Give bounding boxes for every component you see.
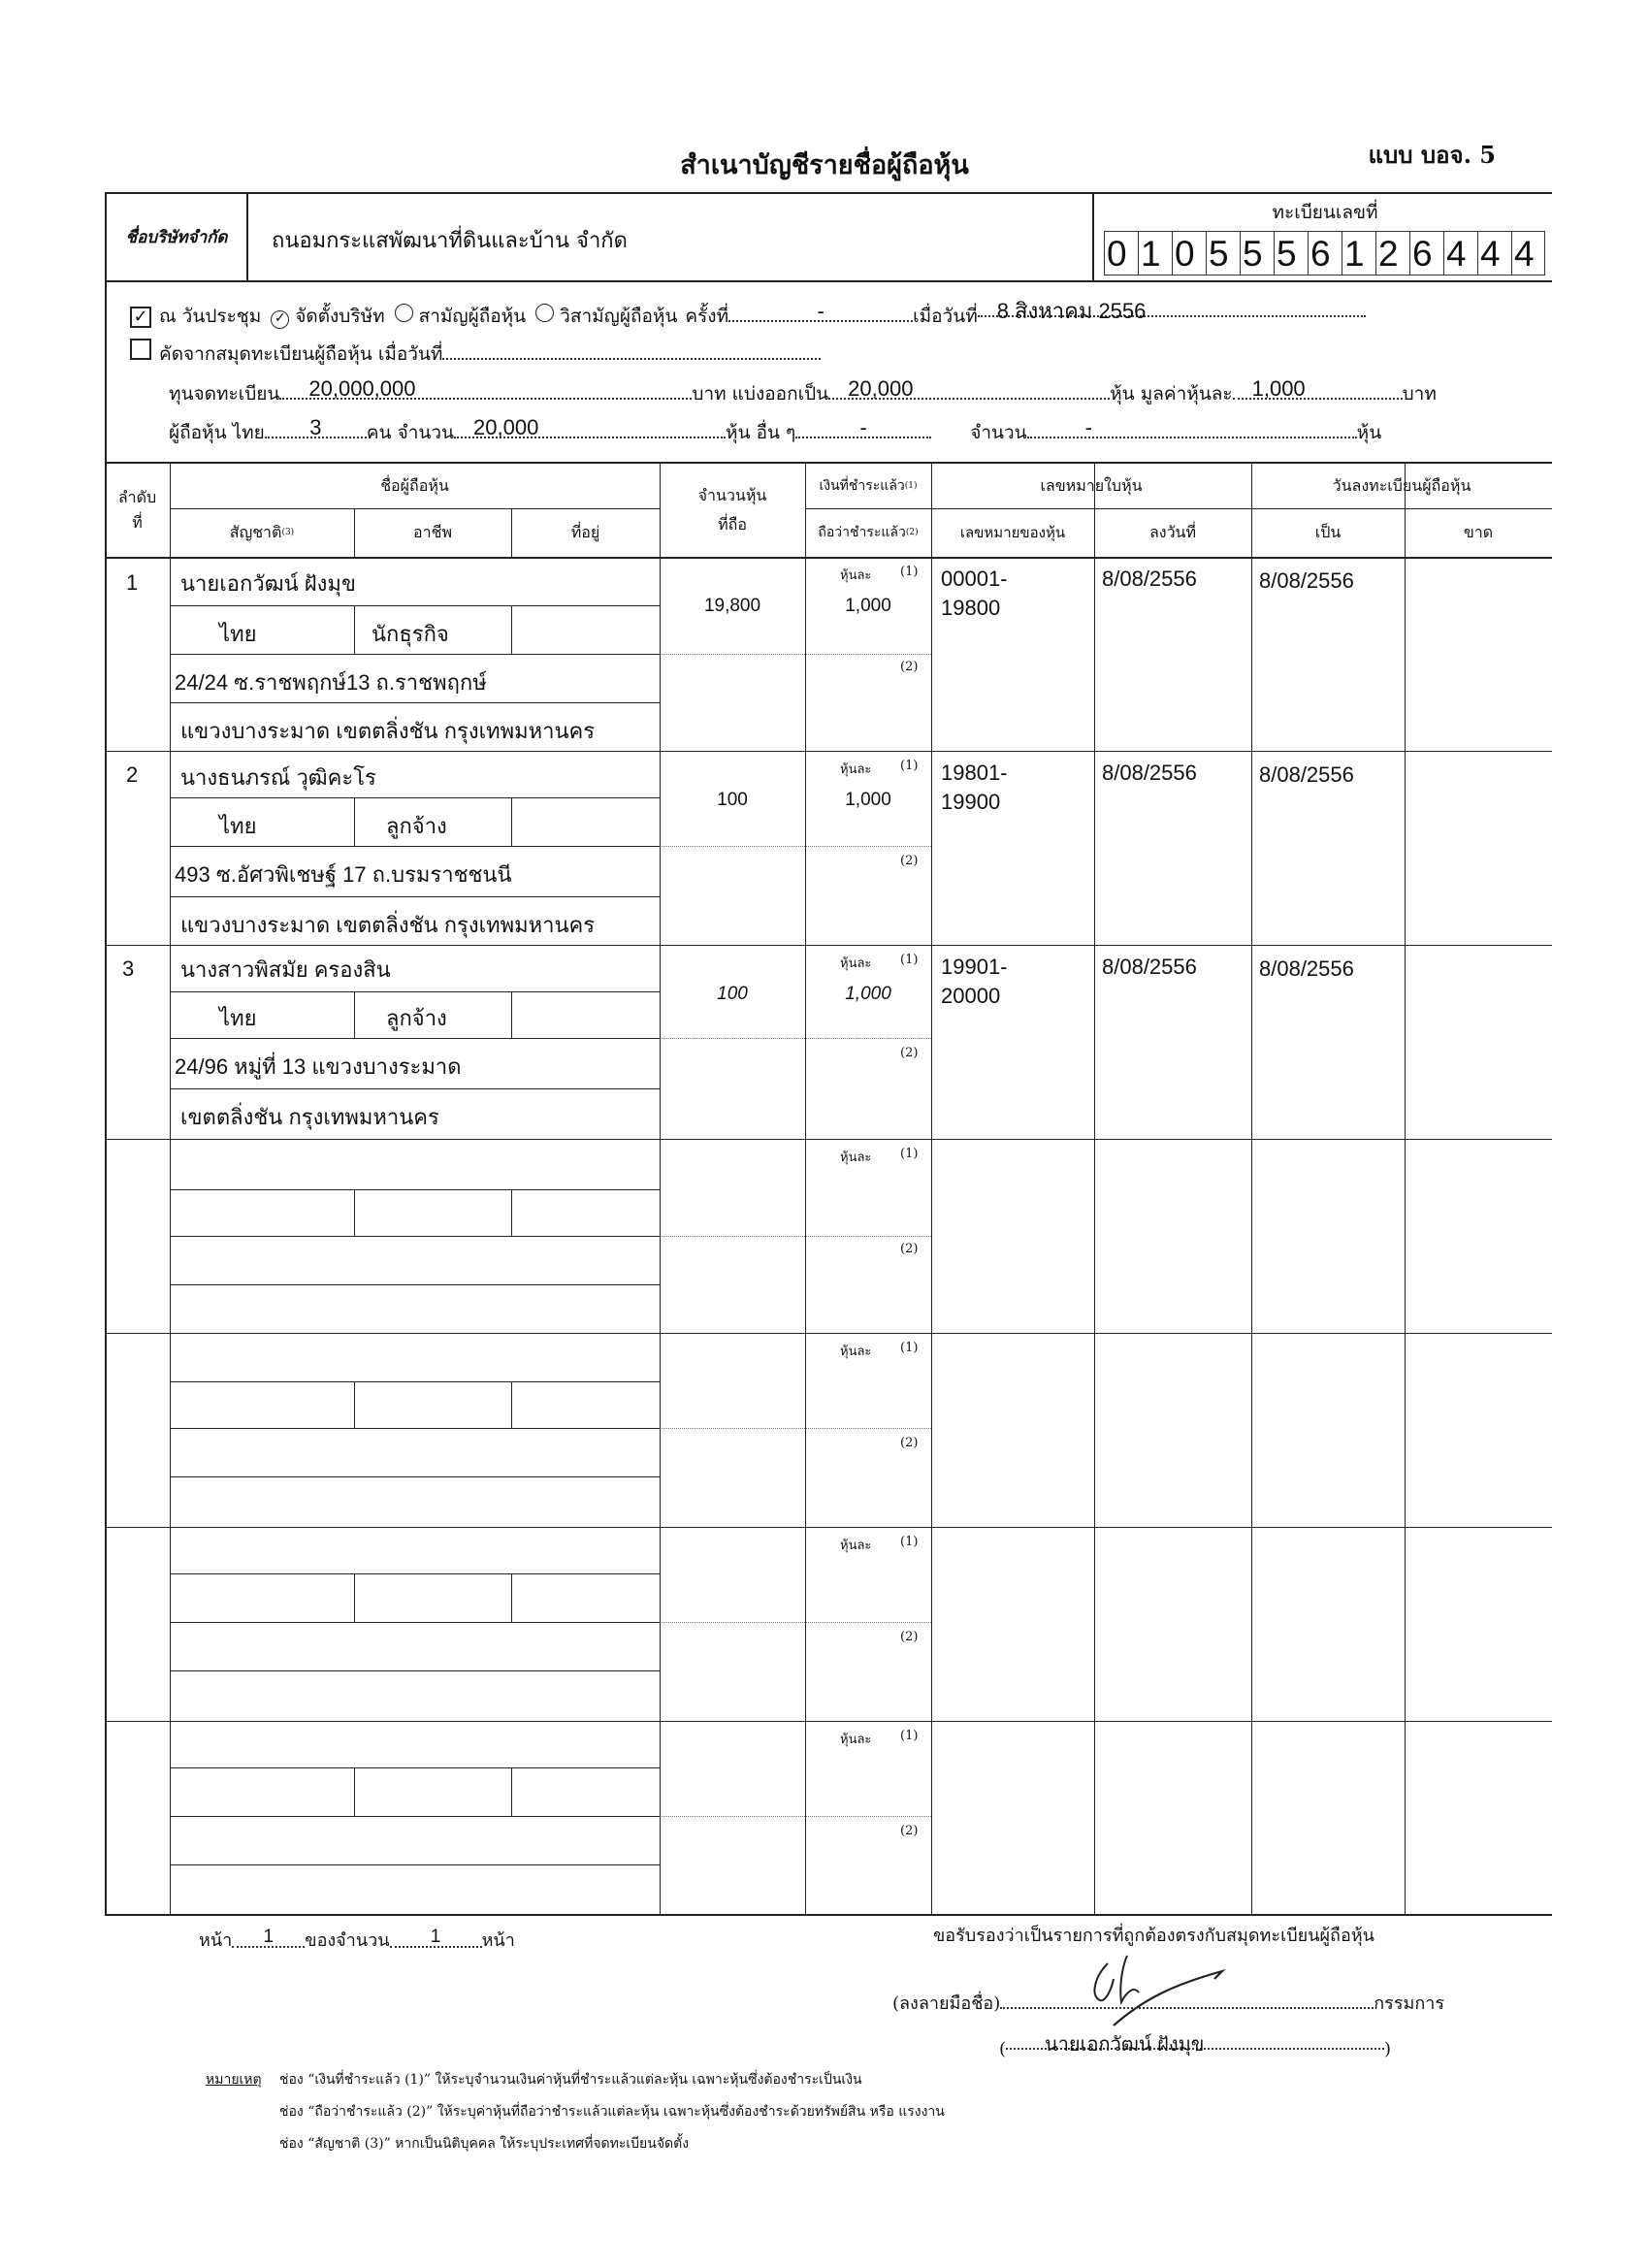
radio-ordinary[interactable]	[395, 304, 413, 322]
holders-thai-shares[interactable]: 20,000	[473, 415, 539, 439]
row-occupation: นักธุรกิจ	[372, 622, 449, 646]
note-2-label: (2)	[900, 1436, 919, 1450]
radio-ordinary-label: สามัญผู้ถือหุ้น	[418, 306, 527, 327]
row-occupation: ลูกจ้าง	[386, 1006, 447, 1030]
note-2-label: (2)	[900, 1046, 919, 1060]
info-block	[105, 282, 1552, 463]
note-2-label: (2)	[900, 1824, 919, 1838]
signature-label: (ลงลายมือชื่อ)	[892, 1993, 1001, 2014]
header-text: ที่ถือ	[718, 515, 747, 534]
row-paid-per-share: 1,000	[845, 984, 891, 1004]
header-text: เงินที่ชำระแล้ว	[819, 478, 905, 494]
col-order-header	[105, 464, 170, 557]
table-row	[105, 1139, 1552, 1333]
capital-value[interactable]: 20,000,000	[308, 376, 416, 401]
row-share-number-from: 19801-	[941, 761, 1008, 785]
header-text: ถือว่าชำระแล้ว	[818, 525, 906, 540]
signature-line	[892, 1989, 1444, 2017]
session-value[interactable]: -	[817, 299, 824, 323]
other-value[interactable]: -	[859, 415, 867, 439]
notes-label: หมายเหตุ	[206, 2072, 262, 2088]
signature-field[interactable]	[1000, 1992, 1374, 2009]
registration-label: ทะเบียนเลขที่	[1272, 202, 1378, 223]
row-nationality: ไทย	[219, 1006, 257, 1030]
meeting-label: ณ วันประชุม	[159, 306, 262, 327]
note-1-label: (1)	[900, 1729, 919, 1743]
col-share-numbers-header: เลขหมายของหุ้น	[959, 524, 1066, 541]
note-2-label: (2)	[900, 1242, 919, 1256]
row-address-line-1: 24/24 ซ.ราชพฤกษ์13 ถ.ราชพฤกษ์	[175, 670, 487, 695]
signer-name: นายเอกวัฒน์ ฝังมุข	[1045, 2034, 1205, 2056]
col-ceased-holder-header: ขาด	[1463, 522, 1494, 541]
row-order: 3	[122, 956, 135, 981]
col-deemed-paid-header	[805, 508, 931, 557]
note-2-label: (2)	[900, 660, 919, 674]
table-row	[105, 1333, 1552, 1527]
row-name: นางธนภรณ์ วุฒิคะโร	[180, 765, 376, 790]
certify-text: ขอรับรองว่าเป็นรายการที่ถูกต้องตรงกับสมุดทะเบียนผู้ถือหุ้น	[933, 1926, 1374, 1946]
signer-name-line	[999, 2032, 1391, 2059]
col-issue-date-header: ลงวันที่	[1148, 522, 1197, 541]
reg-digit: 4	[1477, 231, 1511, 275]
col-paid-header	[805, 464, 931, 508]
note-1-label: (1)	[900, 565, 919, 579]
reg-digit: 0	[1172, 231, 1206, 275]
row-shares: 19,800	[703, 596, 761, 616]
radio-establish[interactable]: ✓	[271, 310, 289, 329]
note-1-label: (1)	[900, 953, 919, 967]
row-nationality: ไทย	[219, 814, 257, 838]
row-paid-per-share: 1,000	[845, 596, 891, 616]
paren: )	[1384, 2039, 1392, 2059]
row-shares: 100	[717, 790, 748, 810]
col-became-holder-header: เป็น	[1314, 522, 1342, 541]
table-row	[105, 557, 1552, 751]
reg-digit: 6	[1409, 231, 1443, 275]
document-title: สำเนาบัญชีรายชื่อผู้ถือหุ้น	[680, 150, 969, 180]
row-share-number-to: 19800	[941, 596, 1001, 620]
row-paid-per-share: 1,000	[845, 790, 891, 810]
header-text: จำนวนหุ้น	[697, 485, 767, 504]
reg-digit: 1	[1342, 231, 1375, 275]
row-issue-date: 8/08/2556	[1102, 567, 1197, 591]
company-name: ถนอมกระแสพัฒนาที่ดินและบ้าน จำกัด	[272, 229, 628, 253]
per-share-label: หุ้นละ	[840, 1733, 872, 1747]
row-share-number-to: 20000	[941, 984, 1001, 1008]
capital-label: ทุนจดทะเบียน	[169, 383, 280, 405]
header-note: (1)	[904, 481, 918, 491]
capital-line	[169, 376, 1437, 408]
row-address-line-2: เขตตลิ่งชัน กรุงเทพมหานคร	[180, 1105, 439, 1129]
paren: (	[999, 2039, 1007, 2059]
header-text: ลำดับ	[117, 488, 157, 507]
reg-digit: 2	[1375, 231, 1409, 275]
reg-digit: 4	[1511, 231, 1545, 275]
other-shares[interactable]: -	[1084, 415, 1092, 439]
of-label: ของจำนวน	[305, 1930, 390, 1951]
shares-value[interactable]: 20,000	[848, 376, 914, 401]
meeting-line	[130, 298, 1366, 331]
col-occupation-header: อาชีพ	[413, 522, 452, 541]
page-unit: หน้า	[481, 1930, 515, 1951]
row-address-line-2: แขวงบางระมาด เขตตลิ่งชัน กรุงเทพมหานคร	[180, 719, 596, 743]
date-value[interactable]: 8 สิงหาคม 2556	[996, 299, 1147, 323]
row-became-holder: 8/08/2556	[1259, 568, 1354, 593]
col-address-header: ที่อยู่	[570, 522, 600, 541]
company-box	[105, 192, 1552, 282]
reg-digit: 6	[1308, 231, 1342, 275]
note-1-label: (1)	[900, 1341, 919, 1355]
par-label: หุ้น มูลค่าหุ้นละ	[1110, 383, 1233, 405]
note-1-label: (1)	[900, 759, 919, 773]
row-shares: 100	[717, 984, 748, 1004]
reg-digit: 0	[1104, 231, 1138, 275]
table-row	[105, 945, 1552, 1139]
note-2-label: (2)	[900, 854, 919, 868]
copy-checkbox[interactable]	[130, 339, 151, 360]
par-value[interactable]: 1,000	[1251, 376, 1306, 401]
page-label: หน้า	[199, 1930, 233, 1951]
amount-label: จำนวน	[970, 422, 1027, 443]
header-text: ที่	[132, 513, 143, 532]
reg-digit: 5	[1240, 231, 1274, 275]
radio-extraordinary-label: วิสามัญผู้ถือหุ้น	[560, 306, 678, 327]
per-share-label: หุ้นละ	[840, 956, 872, 971]
per-share-label: หุ้นละ	[840, 1150, 872, 1165]
company-label: ชื่อบริษัทจำกัด	[107, 194, 248, 280]
row-nationality: ไทย	[219, 622, 257, 646]
shareholder-table	[105, 462, 1552, 1914]
row-order: 2	[126, 762, 139, 787]
row-address-line-1: 493 ซ.อัศวพิเชษฐ์ 17 ถ.บรมราชชนนี	[175, 862, 512, 887]
baht-label-2: บาท	[1402, 383, 1437, 405]
page-value: 1	[263, 1927, 275, 1947]
row-issue-date: 8/08/2556	[1102, 761, 1197, 785]
note-1-label: (1)	[900, 1147, 919, 1161]
table-row	[105, 751, 1552, 945]
row-share-number-from: 00001-	[941, 567, 1008, 591]
row-became-holder: 8/08/2556	[1259, 956, 1354, 981]
form-code: แบบ บอจ. 5	[1368, 141, 1496, 169]
copy-label: คัดจากสมุดทะเบียนผู้ถือหุ้น เมื่อวันที่	[159, 343, 443, 365]
baht-label-1: บาท แบ่งออกเป็น	[692, 383, 829, 405]
per-share-label: หุ้นละ	[840, 568, 872, 583]
date-label: เมื่อวันที่	[913, 306, 978, 327]
row-address-line-1: 24/96 หมู่ที่ 13 แขวงบางระมาด	[175, 1054, 462, 1079]
note-line-1: ช่อง “เงินที่ชำระแล้ว (1)” ให้ระบุจำนวนเงินค่าหุ้นที่ชำระแล้วแต่ละหุ้น เฉพาะหุ้นซึ่งต้องชำระเป็นเงิน	[279, 2072, 862, 2088]
note-1-label: (1)	[900, 1535, 919, 1549]
row-name: นายเอกวัฒน์ ฝังมุข	[180, 571, 356, 596]
holders-label: ผู้ถือหุ้น ไทย	[169, 422, 265, 443]
reg-digit: 4	[1443, 231, 1477, 275]
reg-digit: 5	[1206, 231, 1240, 275]
row-share-number-to: 19900	[941, 790, 1001, 814]
session-label: ครั้งที่	[685, 306, 729, 327]
other-label: หุ้น อื่น ๆ	[726, 422, 796, 443]
row-issue-date: 8/08/2556	[1102, 955, 1197, 979]
note-line-2: ช่อง “ถือว่าชำระแล้ว (2)” ให้ระบุค่าหุ้นที่ถือว่าชำระแล้วแต่ละหุ้น เฉพาะหุ้นซึ่งต้องชำระด้วยทรัพย์สิน หรือ แรงงาน	[279, 2104, 945, 2120]
header-note: (2)	[905, 528, 919, 537]
registration-cell	[1092, 194, 1554, 280]
page-info	[199, 1926, 515, 1954]
shares-unit: หุ้น	[1356, 422, 1382, 443]
row-share-number-from: 19901-	[941, 955, 1008, 979]
col-nationality-header	[170, 508, 354, 557]
holders-thai-value[interactable]: 3	[309, 415, 322, 439]
per-share-label: หุ้นละ	[840, 1345, 872, 1359]
row-order: 1	[126, 570, 139, 595]
total-pages: 1	[430, 1927, 441, 1947]
col-certificate-header: เลขหมายใบหุ้น	[1040, 475, 1143, 495]
header-text: สัญชาติ	[229, 522, 282, 541]
per-share-label: หุ้นละ	[840, 1539, 872, 1553]
radio-establish-label: จัดตั้งบริษัท	[295, 306, 385, 327]
radio-extraordinary[interactable]	[535, 304, 554, 322]
signer-role: กรรมการ	[1374, 1993, 1445, 2014]
reg-digit: 1	[1138, 231, 1172, 275]
col-registration-date-header: วันลงทะเบียนผู้ถือหุ้น	[1332, 475, 1471, 495]
copy-date-field[interactable]	[442, 340, 821, 360]
col-holder-name-header: ชื่อผู้ถือหุ้น	[380, 475, 449, 495]
persons-label: คน จำนวน	[366, 422, 455, 443]
row-address-line-2: แขวงบางระมาด เขตตลิ่งชัน กรุงเทพมหานคร	[180, 913, 596, 937]
note-2-label: (2)	[900, 1630, 919, 1644]
table-row	[105, 1721, 1552, 1916]
per-share-label: หุ้นละ	[840, 762, 872, 777]
table-row	[105, 1527, 1552, 1721]
meeting-checkbox[interactable]: ✓	[130, 307, 151, 328]
row-name: นางสาวพิสมัย ครองสิน	[180, 957, 391, 982]
row-became-holder: 8/08/2556	[1259, 762, 1354, 787]
registration-number	[1104, 231, 1545, 277]
note-line-3: ช่อง “สัญชาติ (3)” หากเป็นนิติบุคคล ให้ระบุประเทศที่จดทะเบียนจัดตั้ง	[279, 2136, 690, 2152]
row-occupation: ลูกจ้าง	[386, 814, 447, 838]
col-share-count-header	[660, 464, 805, 557]
copy-line	[130, 339, 821, 369]
reg-digit: 5	[1274, 231, 1308, 275]
holders-line	[169, 415, 1382, 447]
header-note: (3)	[281, 528, 295, 537]
